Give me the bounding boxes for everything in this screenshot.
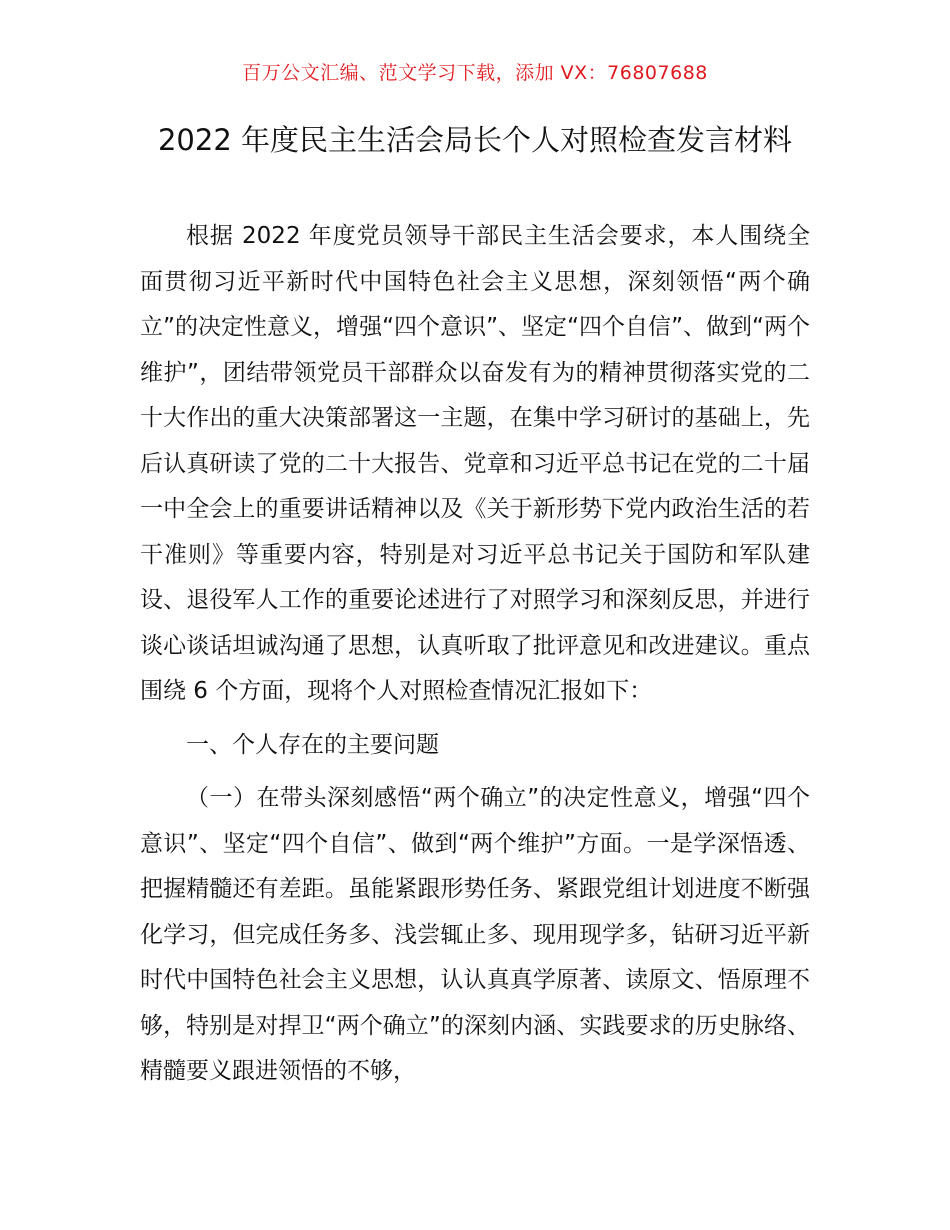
document-body [140, 214, 810, 1095]
document-title: 2022 年度民主生活会局长个人对照检查发言材料 [157, 123, 793, 157]
intro-paragraph: 根据 2022 年度党员领导干部民主生活会要求，本人围绕全面贯彻习近平新时代中国特色社会主义思想，深刻领悟“两个确立”的决定性意义，增强“四个意识”、坚定“四个自信”、做到“两个维护”，团结带领党员干部群众以奋发有为的精神贯彻落实党的二十大作出的重大决策部署这一主题，在集中学习研讨的基础上，先后认真研读了党的二十大报告、党章和习近平总书记在党的二十届一中全会上的重要讲话精神以及《关于新形势下党内政治生活的若干准则》等重要内容，特别是对习近平总书记关于国防和军队建设、退役军人工作的重要论述进行了对照学习和深刻反思，并进行谈心谈话坦诚沟通了思想，认真听取了批评意见和改进建议。重点围绕 6 个方面，现将个人对照检查情况汇报如下： [140, 223, 810, 704]
watermark-banner: 百万公文汇编、范文学习下载，添加 VX：76807688 [242, 62, 708, 84]
section-heading: 一、个人存在的主要问题 [186, 731, 439, 758]
subsection-paragraph: （一）在带头深刻感悟“两个确立”的决定性意义，增强“四个意识”、坚定“四个自信”、做到“两个维护”方面。一是学深悟透、把握精髓还有差距。虽能紧跟形势任务、紧跟党组计划进度不断强化学习，但完成任务多、浅尝辄止多、现用现学多，钻研习近平新时代中国特色社会主义思想，认认真真学原著、读原文、悟原理不够，特别是对捍卫“两个确立”的深刻内涵、实践要求的历史脉络、精髓要义跟进领悟的不够， [140, 785, 810, 1084]
